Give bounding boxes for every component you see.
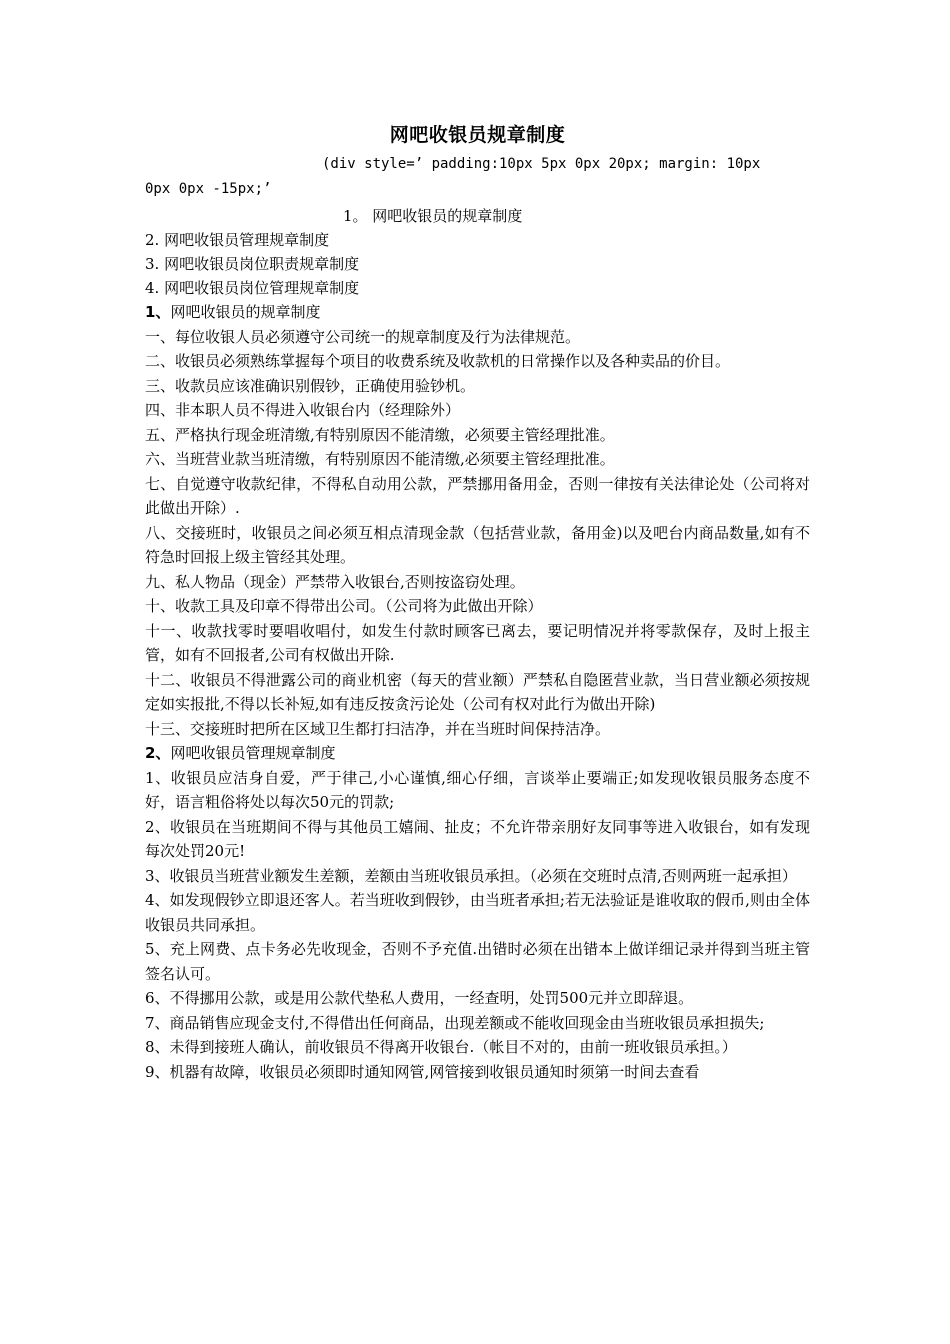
section-2-item: 5、充上网费、点卡务必先收现金，否则不予充值.出错时必须在出错本上做详细记录并得到当班主管签名认可。 [145, 940, 810, 983]
section-1-item: 十、收款工具及印章不得带出公司。（公司将为此做出开除） [145, 597, 543, 615]
code-snippet-line-1: (div style=’ padding:10px 5px 0px 20px; margin: 10px [322, 156, 761, 172]
section-1-item: 七、自觉遵守收款纪律，不得私自动用公款，严禁挪用备用金，否则一律按有关法律论处（公司将对此做出开除）. [145, 474, 810, 517]
section-1-item: 九、私人物品（现金）严禁带入收银台,否则按盗窃处理。 [145, 572, 525, 591]
section-2-item: 6、不得挪用公款，或是用公款代垫私人费用，一经查明，处罚500元并立即辞退。 [145, 989, 694, 1007]
section-1-item: 二、收银员必须熟练掌握每个项目的收费系统及收款机的日常操作以及各种卖品的价目。 [145, 352, 731, 370]
section-1-item: 十一、收款找零时要唱收唱付，如发生付款时顾客已离去，要记明情况并将零款保存，及时上报主管，如有不回报者,公司有权做出开除. [145, 621, 810, 664]
section-1-item: 十三、交接班时把所在区域卫生都打扫洁净，并在当班时间保持洁净。 [145, 719, 611, 738]
section-2-item: 4、如发现假钞立即退还客人。若当班收到假钞，由当班者承担;若无法验证是谁收取的假币,则由全体收银员共同承担。 [145, 891, 810, 934]
toc-item-2: 2. 网吧收银员管理规章制度 [145, 231, 330, 249]
document-page [145, 118, 810, 1084]
section-2-item: 9、机器有故障，收银员必须即时通知网管,网管接到收银员通知时须第一时间去查看 [145, 1062, 700, 1081]
toc-item-4: 4. 网吧收银员岗位管理规章制度 [145, 279, 360, 297]
toc-item-1: 1。 网吧收银员的规章制度 [343, 207, 523, 225]
section-2-item: 7、商品销售应现金支付,不得借出任何商品，出现差额或不能收回现金由当班收银员承担损失; [145, 1013, 765, 1032]
section-2-heading [145, 741, 810, 766]
section-1-item: 十二、收银员不得泄露公司的商业机密（每天的营业额）严禁私自隐匿营业款，当日营业额必须按规定如实报批,不得以长补短,如有违反按贪污论处（公司有权对此行为做出开除) [145, 670, 810, 713]
code-snippet-line-2: 0px 0px -15px;’ [145, 181, 272, 197]
section-1-heading [145, 300, 810, 325]
section-2-item: 8、未得到接班人确认，前收银员不得离开收银台.（帐目不对的，由前一班收银员承担。） [145, 1038, 737, 1056]
section-2-item: 3、收银员当班营业额发生差额，差额由当班收银员承担。（必须在交班时点清,否则两班一起承担） [145, 866, 797, 885]
section-1-item: 八、交接班时，收银员之间必须互相点清现金款（包括营业款，备用金)以及吧台内商品数量,如有不符急时回报上级主管经其处理。 [145, 523, 810, 566]
section-1-item: 三、收款员应该准确识别假钞，正确使用验钞机。 [145, 376, 476, 395]
toc-item-3: 3. 网吧收银员岗位职责规章制度 [145, 255, 360, 273]
section-1-item: 四、非本职人员不得进入收银台内（经理除外） [145, 401, 461, 419]
section-2-item: 1、收银员应洁身自爱，严于律己,小心谨慎,细心仔细，言谈举止要端正;如发现收银员服务态度不好，语言粗俗将处以每次50元的罚款; [145, 768, 810, 811]
section-1-item: 一、每位收银人员必须遵守公司统一的规章制度及行为法律规范。 [145, 327, 581, 346]
section-1-item: 五、严格执行现金班清缴,有特别原因不能清缴，必须要主管经理批准。 [145, 425, 615, 444]
document-title: 网吧收银员规章制度 [389, 124, 566, 146]
section-1-number: 1、 [145, 303, 171, 321]
section-1-item: 六、当班营业款当班清缴，有特别原因不能清缴,必须要主管经理批准。 [145, 450, 615, 468]
section-2-number: 2、 [145, 744, 171, 762]
section-2-title: 网吧收银员管理规章制度 [170, 744, 336, 762]
section-1-title: 网吧收银员的规章制度 [170, 303, 321, 321]
section-2-item: 2、收银员在当班期间不得与其他员工嬉闹、扯皮；不允许带亲朋好友同事等进入收银台，如有发现每次处罚20元! [145, 817, 810, 860]
